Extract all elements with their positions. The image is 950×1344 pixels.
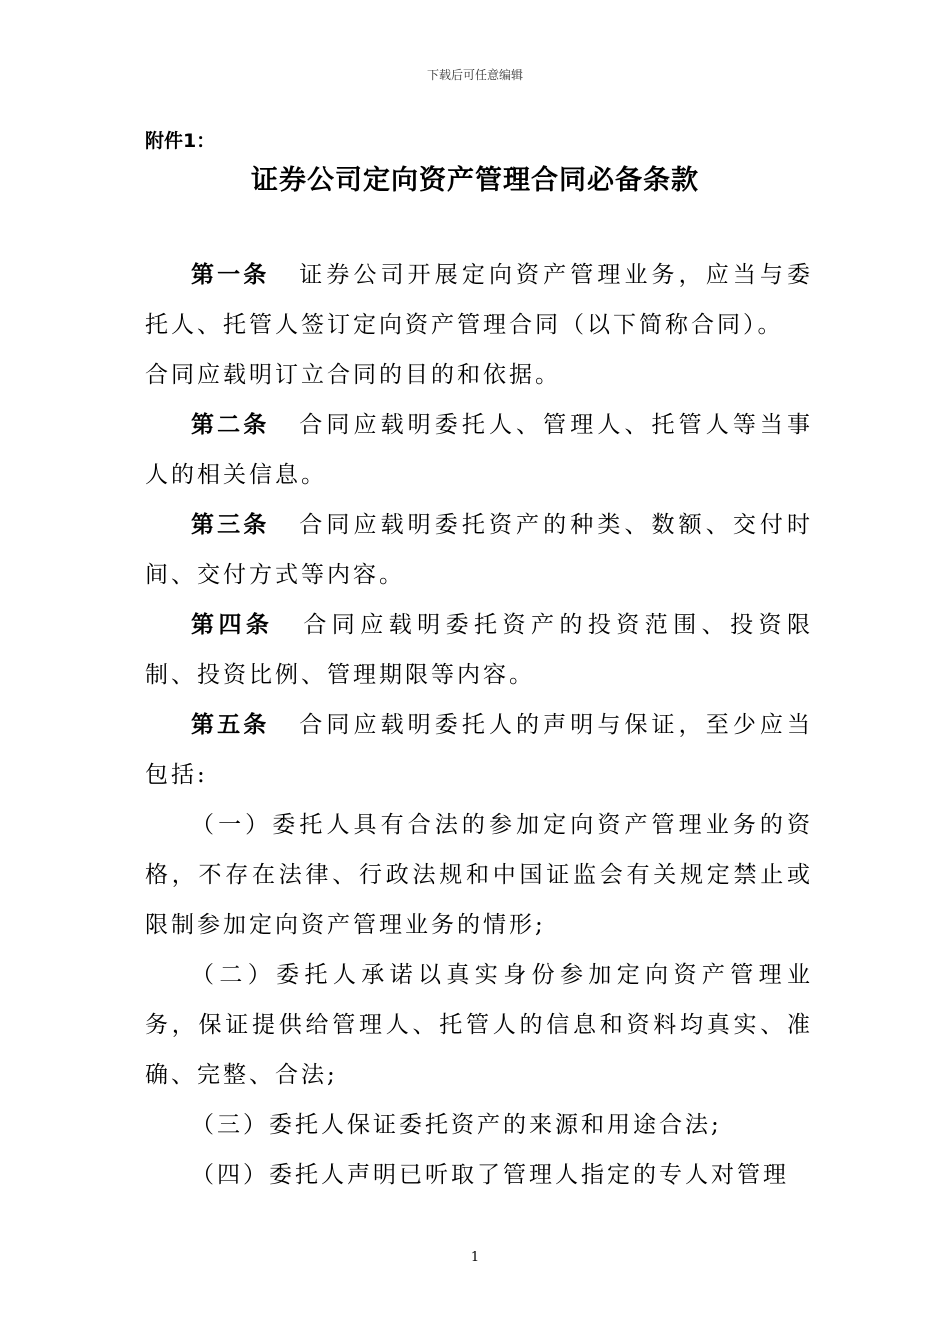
list-item-text: （三）委托人保证委托资产的来源和用途合法;: [191, 1112, 722, 1138]
list-item-2: [145, 950, 813, 1100]
article-label: 第一条: [191, 262, 270, 288]
article-label: 第四条: [191, 612, 274, 638]
article-text: 合同应载明委托资产的投资范围、投资限制、投资比例、管理期限等内容。: [145, 612, 814, 688]
paragraph-text: 合同应载明订立合同的目的和依据。: [145, 362, 561, 388]
article-text: 证券公司开展定向资产管理业务，应当与委托人、托管人签订定向资产管理合同（以下简称合同）。: [145, 262, 814, 338]
article-3: [145, 500, 813, 600]
list-item-text: （一）委托人具有合法的参加定向资产管理业务的资格，不存在法律、行政法规和中国证监会有关规定禁止或限制参加定向资产管理业务的情形;: [145, 812, 813, 938]
article-2: [145, 400, 813, 500]
article-label: 第二条: [191, 412, 270, 438]
article-label: 第三条: [191, 512, 270, 538]
article-label: 第五条: [191, 712, 270, 738]
article-4: [145, 600, 813, 700]
page-header: 下载后可任意编辑: [426, 68, 523, 82]
document-title: 证券公司定向资产管理合同必备条款: [251, 165, 699, 196]
article-1: [145, 250, 813, 350]
article-5: [145, 700, 813, 800]
page-number: 1: [470, 1250, 480, 1265]
attachment-label: 附件1：: [145, 130, 216, 152]
list-item-text: （四）委托人声明已听取了管理人指定的专人对管理: [191, 1162, 789, 1188]
article-text: 合同应载明委托人、管理人、托管人等当事人的相关信息。: [145, 412, 814, 488]
article-text: 合同应载明委托资产的种类、数额、交付时间、交付方式等内容。: [145, 512, 814, 588]
paragraph-contract-purpose: [145, 350, 813, 400]
list-item-4: [145, 1150, 813, 1200]
article-text: 合同应载明委托人的声明与保证，至少应当包括:: [145, 712, 814, 788]
list-item-3: [145, 1100, 813, 1150]
list-item-1: [145, 800, 813, 950]
list-item-text: （二）委托人承诺以真实身份参加定向资产管理业务，保证提供给管理人、托管人的信息和资料均真实、准确、完整、合法;: [145, 962, 813, 1088]
document-body: [145, 250, 813, 1200]
